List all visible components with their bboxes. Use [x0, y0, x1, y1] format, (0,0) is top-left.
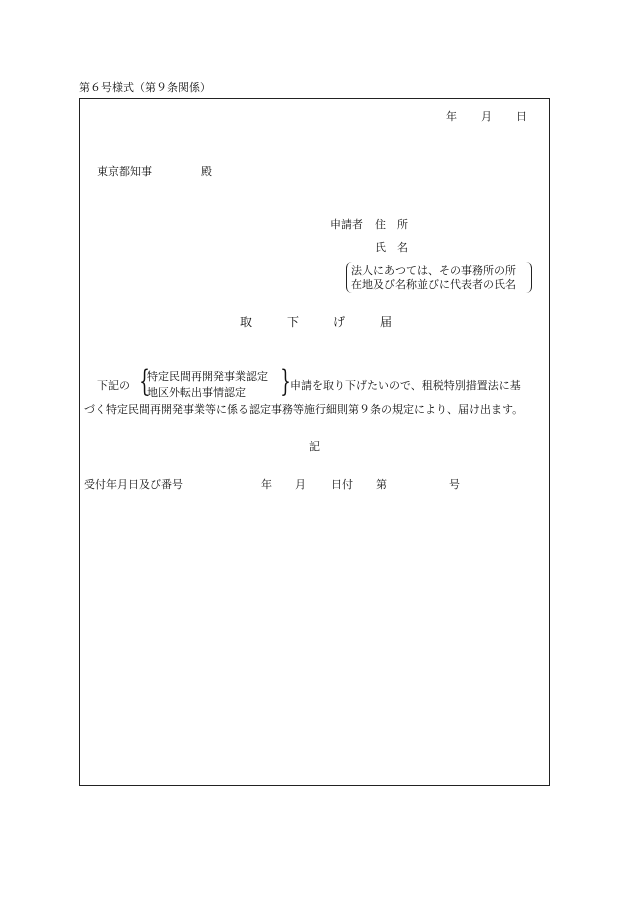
body-prefix: 下記の	[97, 379, 130, 392]
date-year-label: 年	[446, 110, 457, 123]
receipt-date-suffix: 日付	[331, 478, 353, 491]
body-line2: づく特定民間再開発事業等に係る認定事務等施行細則第９条の規定により、届け出ます。	[84, 403, 524, 416]
applicant-address-label: 住 所	[375, 218, 408, 231]
left-curly-brace: {	[139, 364, 150, 399]
receipt-no-suffix: 号	[449, 478, 460, 491]
title-char-3: げ	[333, 315, 346, 329]
right-curly-brace: }	[280, 364, 291, 399]
receipt-year: 年	[261, 478, 272, 491]
title-char-2: 下	[287, 315, 300, 329]
applicant-name-label: 氏 名	[375, 241, 408, 254]
receipt-month: 月	[295, 478, 306, 491]
corporate-note-bracket	[346, 262, 532, 293]
body-option-1: 特定民間再開発事業認定	[147, 370, 268, 383]
ki-label: 記	[309, 440, 320, 453]
date-day-label: 日	[516, 110, 527, 123]
title-char-4: 届	[380, 315, 393, 329]
form-number: 第６号様式（第９条関係）	[79, 81, 211, 94]
body-line1-suffix: 申請を取り下げたいので、租税特別措置法に基	[290, 379, 521, 392]
addressee-name: 東京都知事	[97, 165, 152, 178]
corporate-note-line-2: 在地及び名称並びに代表者の氏名	[351, 278, 516, 291]
body-option-2: 地区外転出事情認定	[147, 386, 246, 399]
date-month-label: 月	[481, 110, 492, 123]
receipt-no-prefix: 第	[376, 478, 387, 491]
corporate-note-line-1: 法人にあつては、その事務所の所	[351, 264, 516, 277]
applicant-role-label: 申請者	[330, 218, 363, 231]
addressee-honorific: 殿	[201, 165, 212, 178]
title-char-1: 取	[240, 315, 253, 329]
receipt-label: 受付年月日及び番号	[84, 478, 183, 491]
